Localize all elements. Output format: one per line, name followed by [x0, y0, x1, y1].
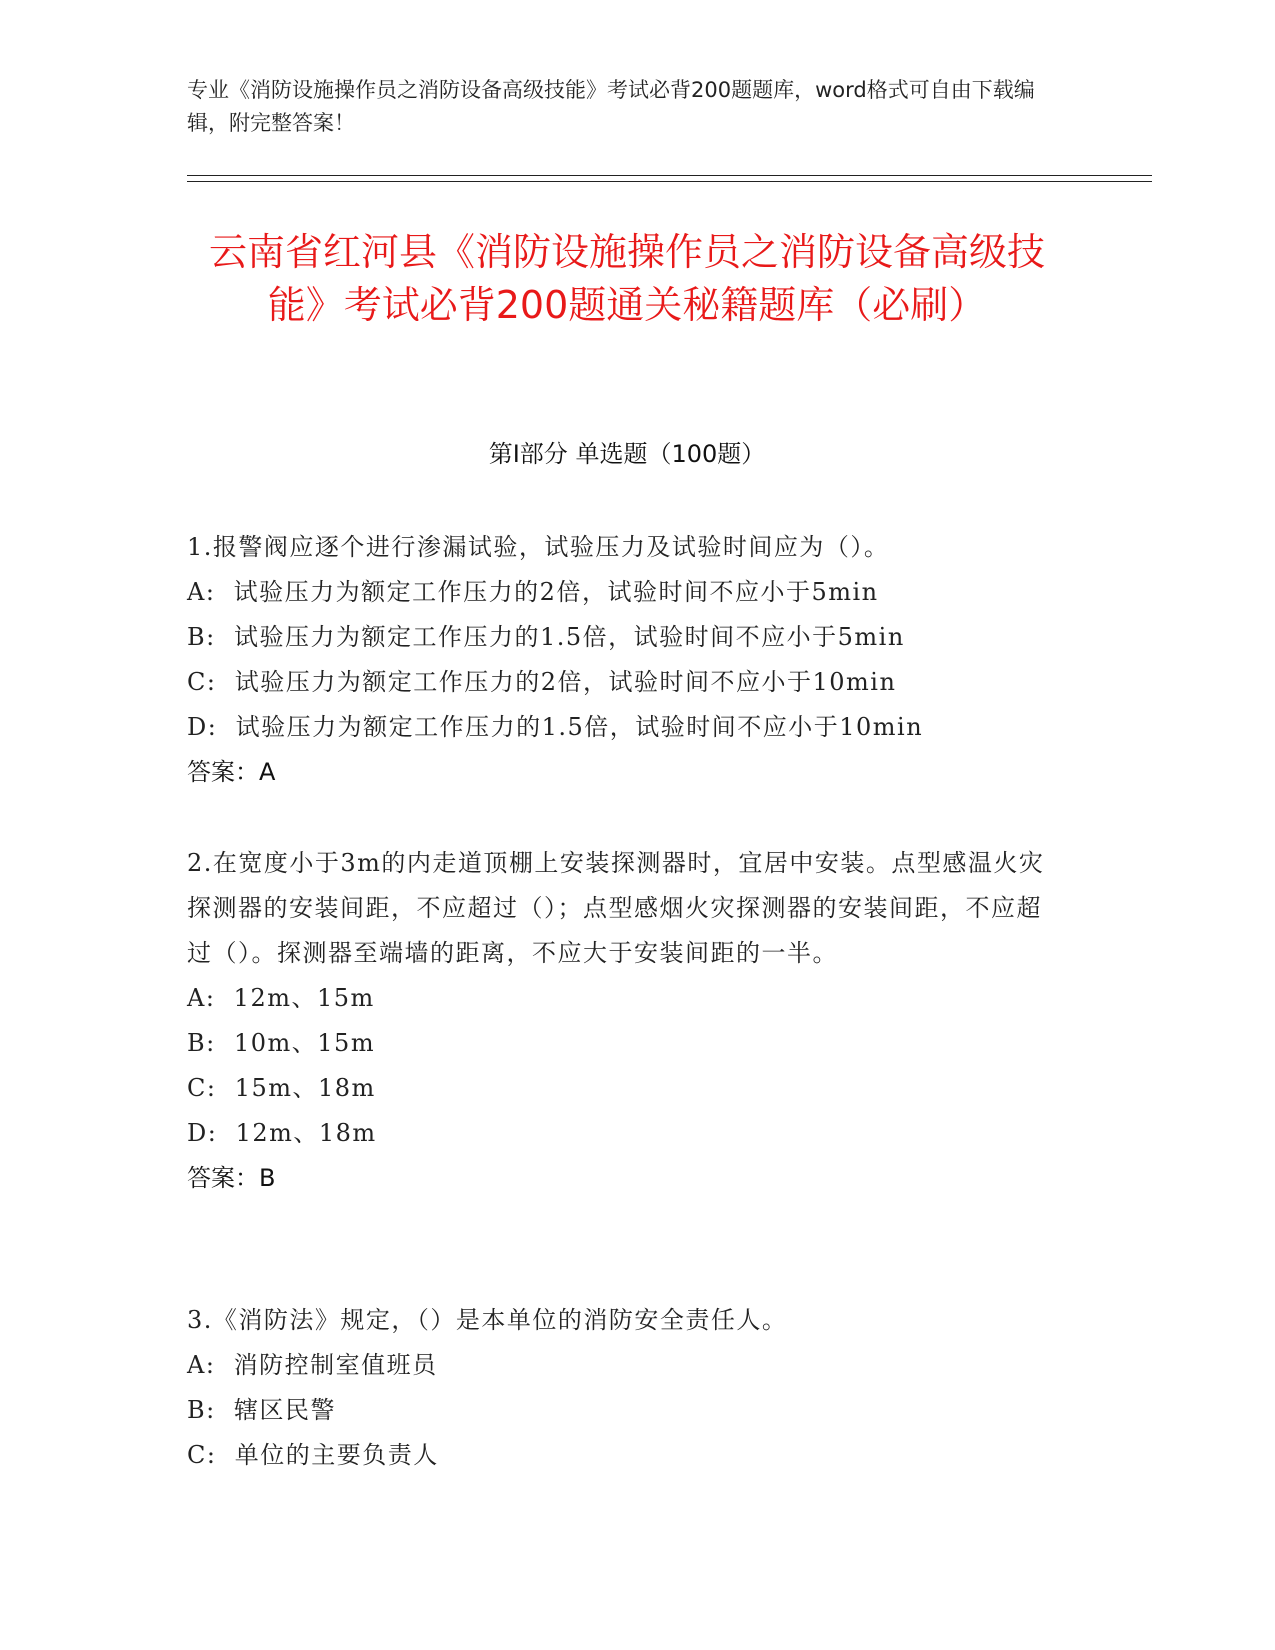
option-c: C: 单位的主要负责人	[187, 1441, 439, 1469]
option-c: C: 15m、18m	[187, 1074, 376, 1102]
section-heading: 第Ⅰ部分 单选题（100题）	[488, 440, 766, 468]
header-rule-bottom	[187, 181, 1152, 182]
document-title: 云南省红河县《消防设施操作员之消防设备高级技能》考试必背200题通关秘籍题库（必刷）	[208, 230, 1045, 327]
option-a: A: 消防控制室值班员	[187, 1351, 438, 1379]
option-b: B: 试验压力为额定工作压力的1.5倍，试验时间不应小于5min	[187, 623, 905, 651]
answer-line: 答案：A	[187, 758, 276, 786]
option-b: B: 10m、15m	[187, 1029, 376, 1057]
option-a: A: 12m、15m	[187, 984, 375, 1012]
question-stem: 3.《消防法》规定，（）是本单位的消防安全责任人。	[187, 1306, 788, 1334]
question-block-3	[187, 1298, 1067, 1478]
option-c: C: 试验压力为额定工作压力的2倍，试验时间不应小于10min	[187, 668, 897, 696]
question-block-1	[187, 525, 1067, 795]
header-rule-top	[187, 175, 1152, 176]
question-stem: 2.在宽度小于3m的内走道顶棚上安装探测器时，宜居中安装。点型感温火灾探测器的安装间距，不应超过（）；点型感烟火灾探测器的安装间距，不应超过（）。探测器至端墙的距离，不应大于安装间距的一半。	[187, 849, 1045, 967]
option-b: B: 辖区民警	[187, 1396, 336, 1424]
option-a: A: 试验压力为额定工作压力的2倍，试验时间不应小于5min	[187, 578, 879, 606]
answer-line: 答案：B	[187, 1164, 276, 1192]
header-note: 专业《消防设施操作员之消防设备高级技能》考试必背200题题库，word格式可自由下载编辑，附完整答案！	[187, 78, 1035, 135]
option-d: D: 试验压力为额定工作压力的1.5倍，试验时间不应小于10min	[187, 713, 924, 741]
option-d: D: 12m、18m	[187, 1119, 377, 1147]
question-block-2	[187, 841, 1067, 1201]
question-stem: 1.报警阀应逐个进行渗漏试验，试验压力及试验时间应为（）。	[187, 533, 890, 561]
